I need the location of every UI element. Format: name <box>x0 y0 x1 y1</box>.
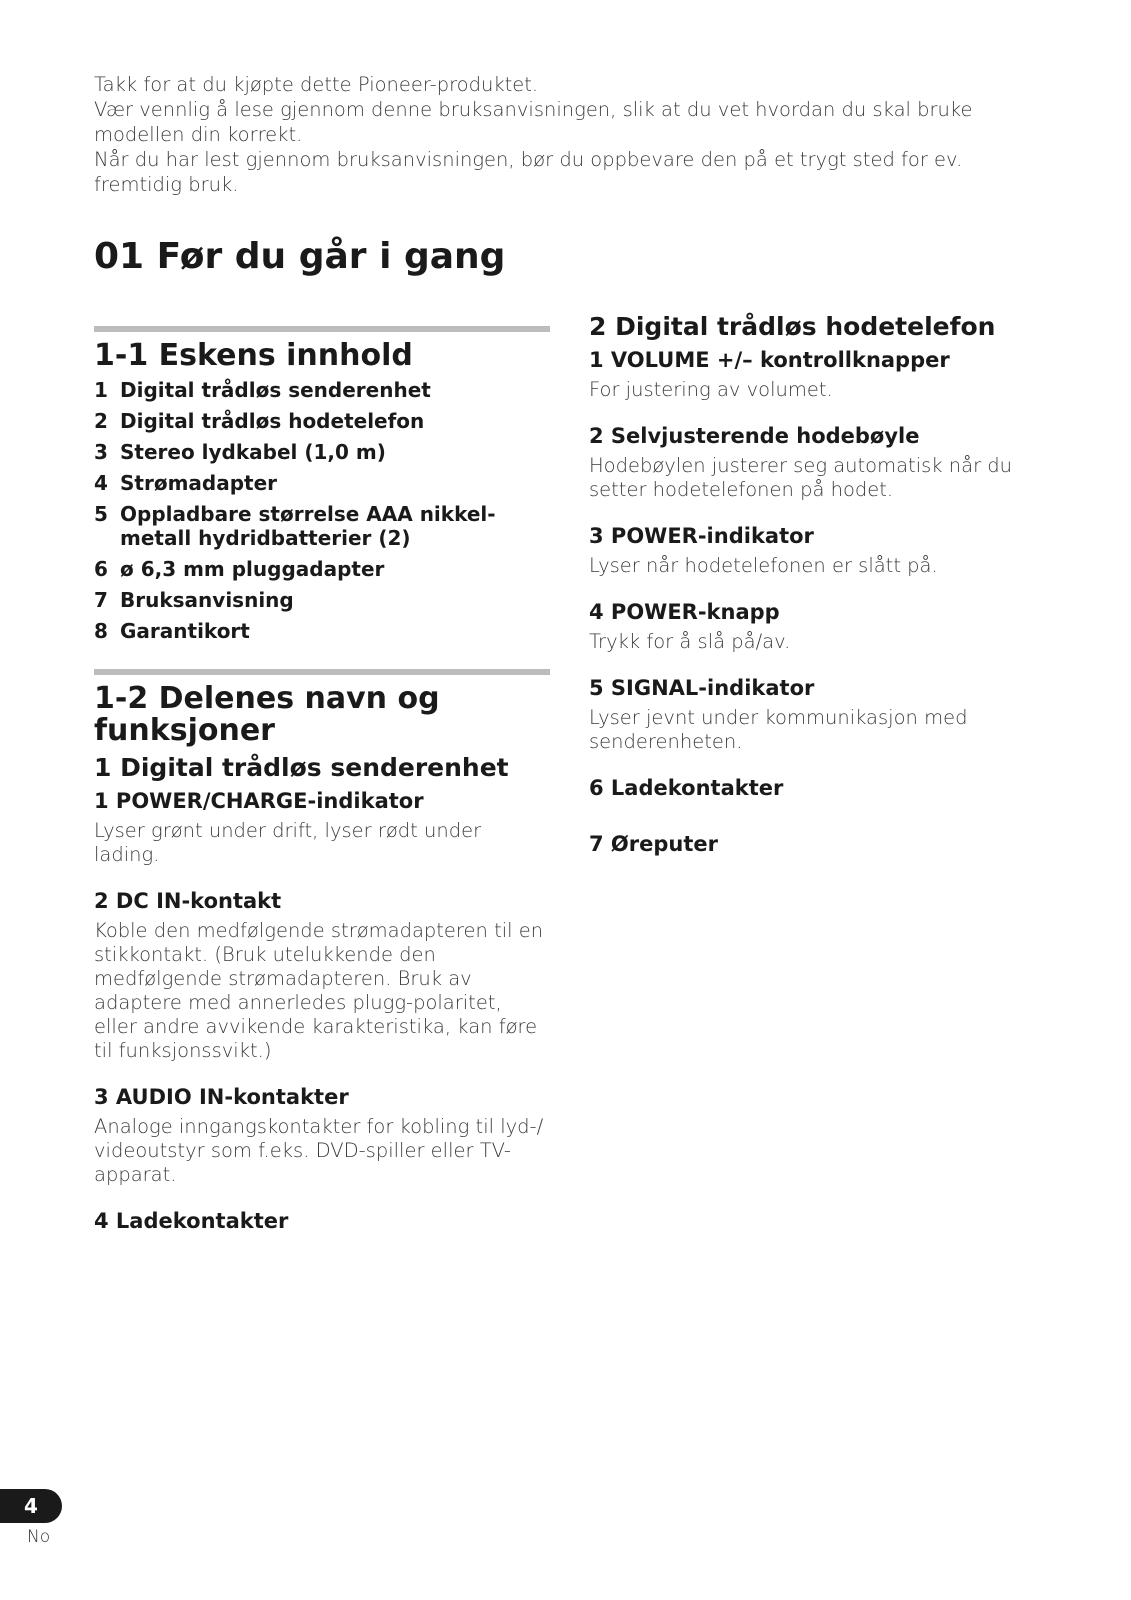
part-item <box>589 830 1049 858</box>
part-description: Trykk for å slå på/av. <box>589 630 791 653</box>
intro-paragraph: Når du har lest gjennom bruksanvisningen, bør du oppbevare den på et trygt sted for ev. fremtidig bruk. <box>94 148 963 196</box>
list-item: 3 Stereo lydkabel (1,0 m) <box>94 440 386 464</box>
contents-list <box>94 378 550 643</box>
part-item <box>589 598 1049 654</box>
intro-text <box>94 72 1054 197</box>
part-description: For justering av volumet. <box>589 378 833 401</box>
part-title: 2 DC IN-kontakt <box>94 889 282 913</box>
subsection-title-transmitter: 1 Digital trådløs senderenhet <box>94 753 509 782</box>
part-description: Analoge inngangskontakter for kobling til lyd-/ videoutstyr som f.eks. DVD-spiller eller TV-apparat. <box>94 1115 544 1186</box>
part-description: Lyser når hodetelefonen er slått på. <box>589 554 938 577</box>
part-description: Hodebøylen justerer seg automatisk når du setter hodetelefonen på hodet. <box>589 454 1013 501</box>
part-item <box>94 1083 550 1187</box>
part-item <box>589 422 1049 502</box>
left-column <box>94 326 550 1255</box>
part-item <box>94 887 550 1063</box>
list-item: 1 Digital trådløs senderenhet <box>94 378 431 402</box>
list-item: 2 Digital trådløs hodetelefon <box>94 409 425 433</box>
list-item: 6 ø 6,3 mm pluggadapter <box>94 557 385 581</box>
page-number: 4 <box>0 1489 62 1523</box>
section-divider <box>94 669 550 675</box>
chapter-title: 01 Før du går i gang <box>94 236 506 277</box>
part-title: 6 Ladekontakter <box>589 776 784 800</box>
list-item: 7 Bruksanvisning <box>94 588 294 612</box>
part-item <box>589 774 1049 802</box>
part-title: 5 SIGNAL-indikator <box>589 676 815 700</box>
part-title: 7 Øreputer <box>589 832 718 856</box>
part-title: 1 POWER/CHARGE-indikator <box>94 789 424 813</box>
right-column <box>589 312 1049 878</box>
section-title-parts: 1-2 Delenes navn og funksjoner <box>94 681 440 748</box>
part-title: 3 AUDIO IN-kontakter <box>94 1085 349 1109</box>
part-title: 3 POWER-indikator <box>589 524 814 548</box>
list-item: 5 Oppladbare størrelse AAA nikkel-metall hydridbatterier (2) <box>94 502 496 550</box>
part-item <box>589 674 1049 754</box>
list-item: 8 Garantikort <box>94 619 250 643</box>
part-title: 4 POWER-knapp <box>589 600 780 624</box>
part-title: 4 Ladekontakter <box>94 1209 289 1233</box>
section-title-contents: 1-1 Eskens innhold <box>94 338 413 373</box>
part-description: Koble den medfølgende strømadapteren til en stikkontakt. (Bruk utelukkende den medfølgende strømadapteren. Bruk av adaptere med annerledes plugg-polaritet, eller andre avvikende karakteristika, kan føre til funksjonssvikt.) <box>94 919 544 1062</box>
part-description: Lyser jevnt under kommunikasjon med senderenheten. <box>589 706 968 753</box>
language-code: No <box>27 1527 51 1547</box>
part-item <box>589 346 1049 402</box>
part-title: 2 Selvjusterende hodebøyle <box>589 424 920 448</box>
part-description: Lyser grønt under drift, lyser rødt under lading. <box>94 819 482 866</box>
part-item <box>589 522 1049 578</box>
part-item <box>94 787 550 867</box>
part-title: 1 VOLUME +/– kontrollknapper <box>589 348 950 372</box>
list-item: 4 Strømadapter <box>94 471 278 495</box>
subsection-title-headphone: 2 Digital trådløs hodetelefon <box>589 312 996 341</box>
part-item <box>94 1207 550 1235</box>
intro-paragraph: Vær vennlig å lese gjennom denne bruksanvisningen, slik at du vet hvordan du skal bruke modellen din korrekt. <box>94 98 973 146</box>
intro-paragraph: Takk for at du kjøpte dette Pioneer-produktet. <box>94 73 539 96</box>
section-divider <box>94 326 550 332</box>
